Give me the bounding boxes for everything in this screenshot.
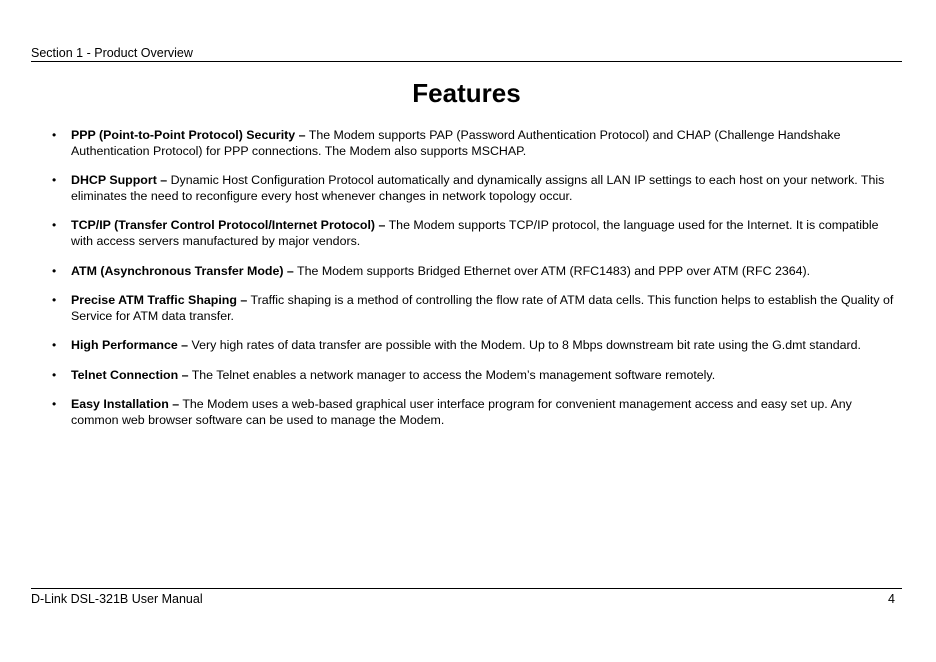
bullet-icon: • [52, 338, 57, 353]
bullet-icon: • [52, 396, 57, 411]
list-item [31, 368, 902, 384]
feature-name: DHCP Support – [71, 173, 168, 188]
feature-list [31, 128, 902, 442]
page-title: Features [412, 78, 521, 108]
bullet-icon: • [52, 173, 57, 188]
list-item [31, 293, 902, 325]
feature-description: Dynamic Host Configuration Protocol automatically and dynamically assigns all LAN IP settings to each host on your network. This eliminates the need to reconfigure every host whenever changes in network topology occur. [71, 173, 885, 203]
feature-description: The Modem supports PAP (Password Authentication Protocol) and CHAP (Challenge Handshake Authentication Protocol) for PPP connections. The Modem also supports MSCHAP. [71, 128, 841, 158]
page-number: 4 [888, 592, 895, 606]
list-item [31, 218, 902, 250]
feature-description: Traffic shaping is a method of controlling the flow rate of ATM data cells. This function helps to establish the Quality of Service for ATM data transfer. [71, 292, 894, 323]
bullet-icon: • [52, 218, 57, 233]
feature-name: Telnet Connection – [71, 367, 189, 382]
feature-name: ATM (Asynchronous Transfer Mode) – [71, 263, 294, 278]
feature-description: The Modem supports TCP/IP protocol, the language used for the Internet. It is compatible with access servers manufactured by major vendors. [71, 218, 879, 249]
page-header [31, 46, 902, 62]
list-item [31, 397, 902, 429]
manual-title: D-Link DSL-321B User Manual [31, 592, 203, 606]
feature-name: High Performance – [71, 338, 189, 353]
bullet-icon: • [52, 263, 57, 278]
feature-name: Precise ATM Traffic Shaping – [71, 292, 248, 307]
section-title: Section 1 - Product Overview [31, 46, 193, 60]
bullet-icon: • [52, 367, 57, 382]
page-footer [31, 588, 902, 609]
list-item [31, 173, 902, 205]
feature-name: Easy Installation – [71, 396, 180, 411]
feature-description: The Modem uses a web-based graphical user interface program for convenient management access and easy set up. Any common web browser software can be used to manage the Modem. [71, 396, 852, 427]
list-item [31, 338, 902, 354]
list-item [31, 128, 902, 160]
feature-name: PPP (Point-to-Point Protocol) Security – [71, 128, 306, 142]
feature-name: TCP/IP (Transfer Control Protocol/Internet Protocol) – [71, 218, 386, 233]
feature-description: Very high rates of data transfer are possible with the Modem. Up to 8 Mbps downstream bit rate using the G.dmt standard. [191, 338, 861, 353]
feature-description: The Telnet enables a network manager to access the Modem’s management software remotely. [191, 367, 716, 382]
list-item [31, 264, 902, 280]
bullet-icon: • [52, 292, 57, 307]
bullet-icon: • [52, 128, 57, 142]
feature-description: The Modem supports Bridged Ethernet over ATM (RFC1483) and PPP over ATM (RFC 2364). [297, 263, 811, 278]
